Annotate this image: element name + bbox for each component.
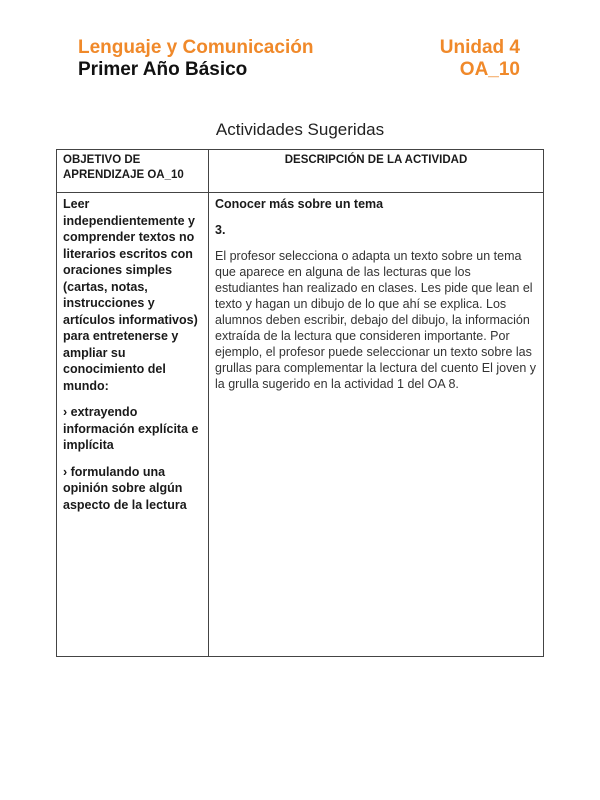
oa-code: OA_10 [459,59,520,80]
table-header-row [57,150,544,193]
objective-main-text: Leer independientemente y comprender textos no literarios escritos con oraciones simples (cartas, notas, instrucciones y artículos informativos) para entretenerse y ampliar su conocimiento del mundo: [63,197,198,393]
grade-level: Primer Año Básico [78,59,248,80]
unit-label: Unidad 4 [439,37,520,58]
page-header [78,37,526,87]
activity-title: Conocer más sobre un tema [215,197,384,211]
table-body-row [57,193,544,657]
section-title: Actividades Sugeridas [215,120,385,139]
objective-column-header: OBJETIVO DE APRENDIZAJE OA_10 [57,150,209,193]
activity-number: 3. [215,223,226,237]
header-row-top [78,37,526,59]
objective-cell [57,193,209,657]
activity-table [56,149,544,657]
activity-description: El profesor selecciona o adapta un texto sobre un tema que aparece en alguna de las lecturas que los estudiantes han realizado en clases. Les pide que lean el texto y hagan un dibujo de lo que ahí se explica. Los alumnos deben escribir, debajo del dibujo, la información extraída de la lectura que consideren importante. Por ejemplo, el profesor puede seleccionar un texto sobre las grullas para complementar la lectura del cuento El joven y la grulla sugerido en la actividad 1 del OA 8. [215,249,537,391]
description-cell [209,193,544,657]
description-column-header: DESCRIPCIÓN DE LA ACTIVIDAD [209,150,544,193]
subject-title: Lenguaje y Comunicación [78,37,314,58]
header-row-bottom [78,59,526,81]
objective-bullet-2: › formulando una opinión sobre algún aspecto de la lectura [63,464,187,512]
objective-bullet-1: › extrayendo información explícita e implícita [63,405,199,452]
